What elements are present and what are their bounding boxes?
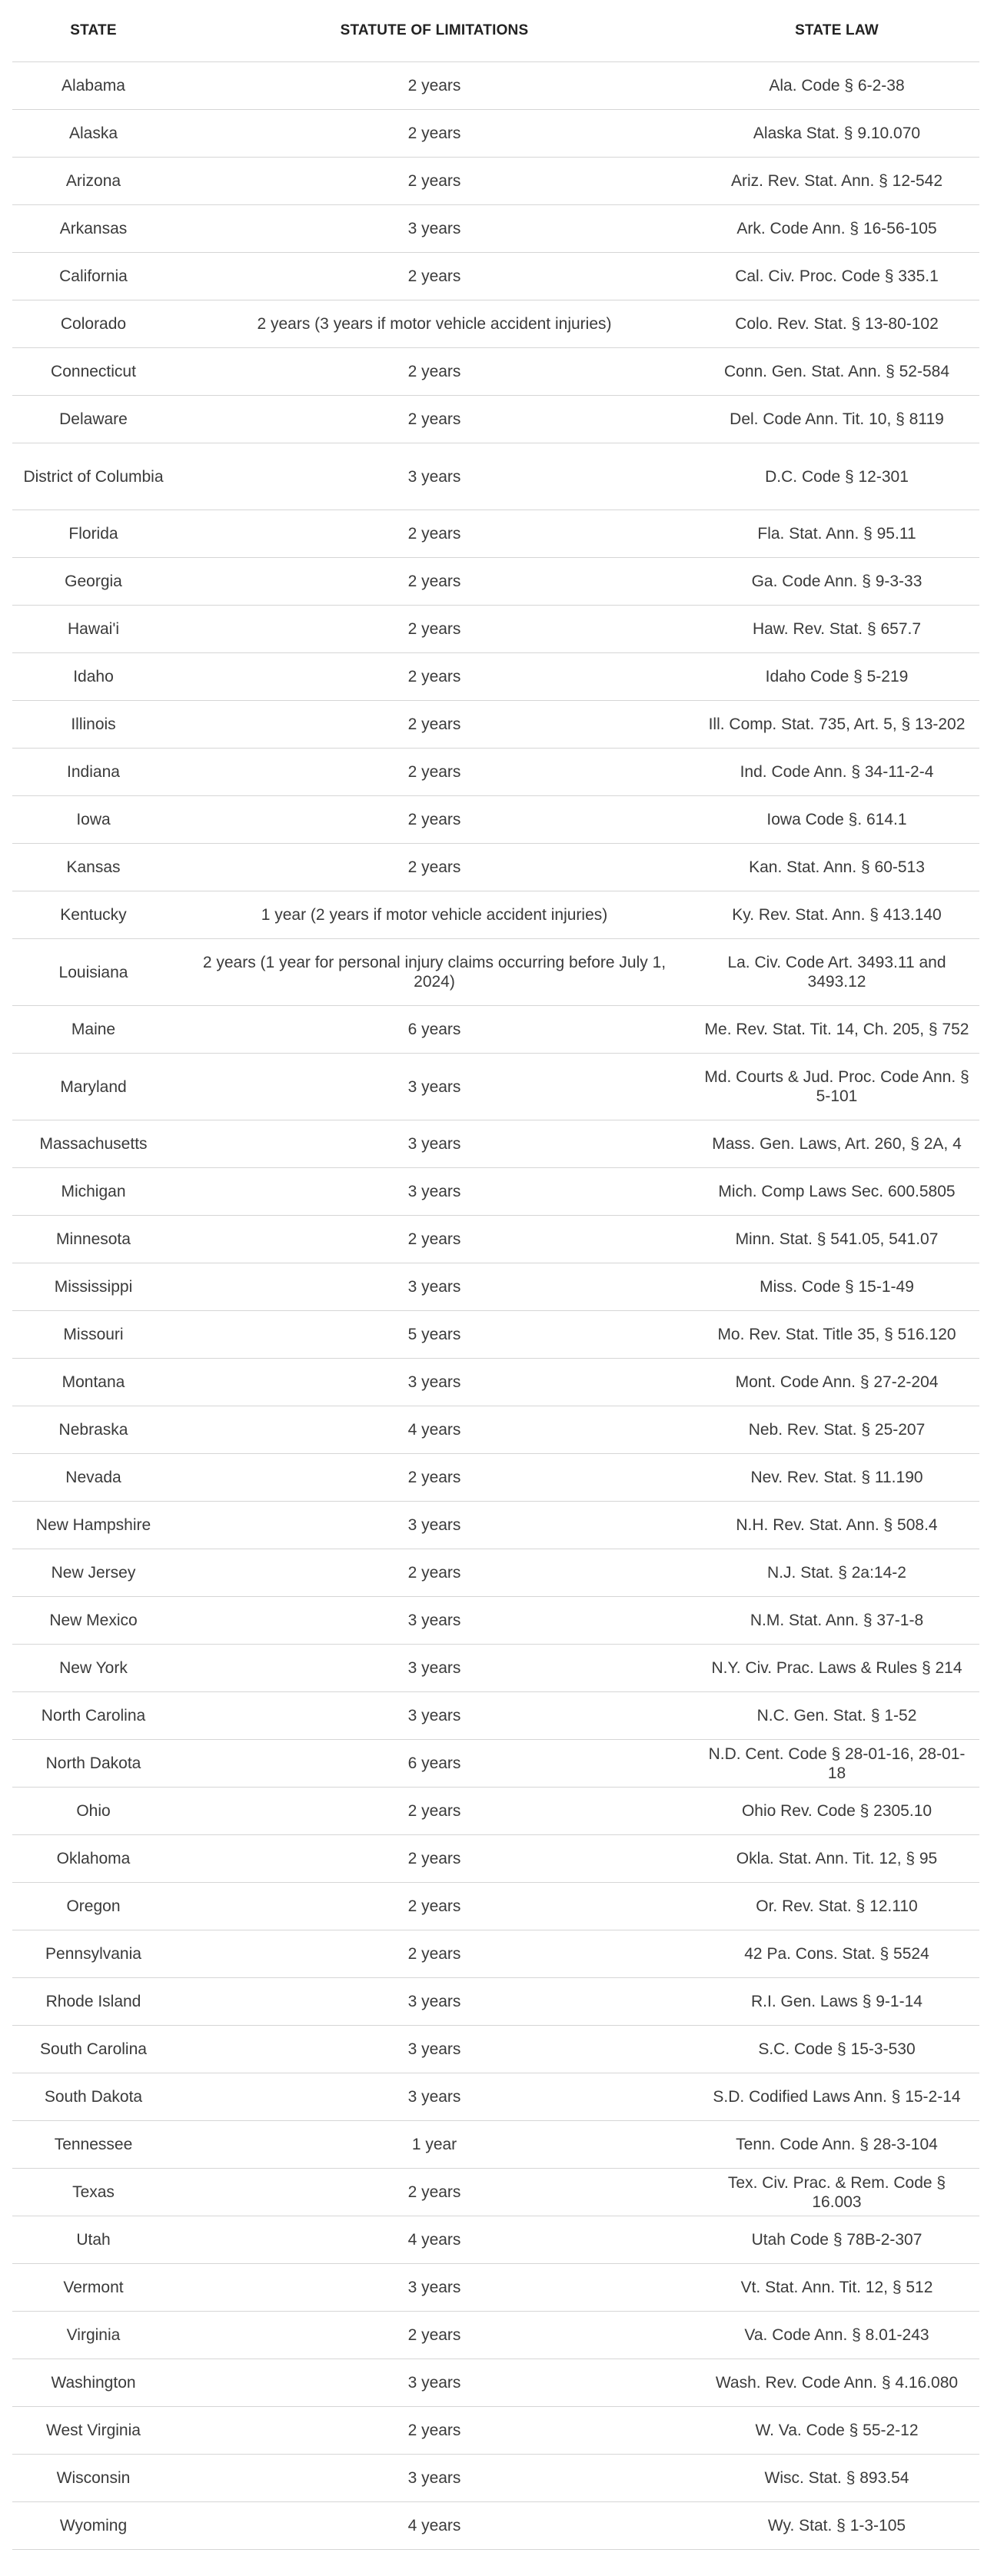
cell-state-law: La. Civ. Code Art. 3493.11 and 3493.12	[694, 939, 979, 1006]
cell-statute: 3 years	[175, 1054, 694, 1120]
cell-state: West Virginia	[12, 2407, 175, 2455]
cell-state: Minnesota	[12, 1216, 175, 1263]
cell-statute: 2 years	[175, 1454, 694, 1502]
cell-state-law: S.D. Codified Laws Ann. § 15-2-14	[694, 2073, 979, 2121]
table-row	[12, 891, 979, 939]
cell-statute: 2 years	[175, 253, 694, 300]
table-row	[12, 1359, 979, 1406]
cell-statute: 3 years	[175, 1597, 694, 1645]
cell-statute: 3 years	[175, 443, 694, 510]
cell-state-law: Me. Rev. Stat. Tit. 14, Ch. 205, § 752	[694, 1006, 979, 1054]
cell-statute: 3 years	[175, 2359, 694, 2407]
cell-statute: 3 years	[175, 1263, 694, 1311]
cell-state: Indiana	[12, 749, 175, 796]
table-row	[12, 2312, 979, 2359]
cell-statute: 2 years	[175, 2169, 694, 2216]
cell-statute: 3 years	[175, 1645, 694, 1692]
table-row	[12, 158, 979, 205]
cell-state-law: Or. Rev. Stat. § 12.110	[694, 1883, 979, 1930]
cell-state-law: Idaho Code § 5-219	[694, 653, 979, 701]
cell-statute: 6 years	[175, 1740, 694, 1788]
cell-statute: 2 years	[175, 1788, 694, 1835]
cell-state: Pennsylvania	[12, 1930, 175, 1978]
cell-statute: 2 years	[175, 844, 694, 891]
cell-statute: 1 year	[175, 2121, 694, 2169]
cell-state: Washington	[12, 2359, 175, 2407]
cell-state-law: 42 Pa. Cons. Stat. § 5524	[694, 1930, 979, 1978]
cell-state-law: Utah Code § 78B-2-307	[694, 2216, 979, 2264]
table-row	[12, 939, 979, 1006]
table-row	[12, 1883, 979, 1930]
statute-table-container	[12, 0, 979, 2550]
cell-state-law: Tex. Civ. Prac. & Rem. Code § 16.003	[694, 2169, 979, 2216]
cell-state-law: Cal. Civ. Proc. Code § 335.1	[694, 253, 979, 300]
cell-state-law: S.C. Code § 15-3-530	[694, 2026, 979, 2073]
cell-state-law: Conn. Gen. Stat. Ann. § 52-584	[694, 348, 979, 396]
table-row	[12, 653, 979, 701]
table-row	[12, 1216, 979, 1263]
table-row	[12, 1311, 979, 1359]
cell-state: New Jersey	[12, 1549, 175, 1597]
cell-state: Tennessee	[12, 2121, 175, 2169]
cell-state-law: N.Y. Civ. Prac. Laws & Rules § 214	[694, 1645, 979, 1692]
table-row	[12, 1788, 979, 1835]
cell-state-law: Ala. Code § 6-2-38	[694, 62, 979, 110]
cell-state-law: Wisc. Stat. § 893.54	[694, 2455, 979, 2502]
cell-statute: 3 years	[175, 2264, 694, 2312]
table-header	[12, 0, 979, 62]
table-body	[12, 62, 979, 2550]
table-row	[12, 1930, 979, 1978]
cell-statute: 2 years	[175, 1930, 694, 1978]
cell-statute: 2 years	[175, 62, 694, 110]
cell-statute: 2 years	[175, 653, 694, 701]
cell-state: Missouri	[12, 1311, 175, 1359]
cell-state-law: Wy. Stat. § 1-3-105	[694, 2502, 979, 2550]
table-row	[12, 1406, 979, 1454]
cell-statute: 3 years	[175, 1978, 694, 2026]
cell-state-law: Okla. Stat. Ann. Tit. 12, § 95	[694, 1835, 979, 1883]
cell-statute: 3 years	[175, 1168, 694, 1216]
cell-state-law: Ga. Code Ann. § 9-3-33	[694, 558, 979, 606]
cell-state: Iowa	[12, 796, 175, 844]
table-row	[12, 253, 979, 300]
cell-state-law: Ohio Rev. Code § 2305.10	[694, 1788, 979, 1835]
cell-statute: 2 years (1 year for personal injury claims occurring before July 1, 2024)	[175, 939, 694, 1006]
cell-state: Alaska	[12, 110, 175, 158]
cell-state: North Dakota	[12, 1740, 175, 1788]
cell-state: Kansas	[12, 844, 175, 891]
cell-state: New York	[12, 1645, 175, 1692]
cell-state: Montana	[12, 1359, 175, 1406]
cell-state: Hawai'i	[12, 606, 175, 653]
cell-state-law: W. Va. Code § 55-2-12	[694, 2407, 979, 2455]
table-row	[12, 110, 979, 158]
cell-state-law: Mont. Code Ann. § 27-2-204	[694, 1359, 979, 1406]
cell-state-law: Ind. Code Ann. § 34-11-2-4	[694, 749, 979, 796]
table-row	[12, 749, 979, 796]
cell-statute: 2 years (3 years if motor vehicle accident injuries)	[175, 300, 694, 348]
table-row	[12, 1006, 979, 1054]
table-row	[12, 510, 979, 558]
cell-state-law: Del. Code Ann. Tit. 10, § 8119	[694, 396, 979, 443]
cell-state: Connecticut	[12, 348, 175, 396]
statute-of-limitations-table	[12, 0, 979, 2550]
cell-state: District of Columbia	[12, 443, 175, 510]
table-row	[12, 2455, 979, 2502]
cell-state: Delaware	[12, 396, 175, 443]
cell-state: Virginia	[12, 2312, 175, 2359]
cell-state-law: Va. Code Ann. § 8.01-243	[694, 2312, 979, 2359]
table-row	[12, 1597, 979, 1645]
cell-state-law: Minn. Stat. § 541.05, 541.07	[694, 1216, 979, 1263]
cell-state-law: Ark. Code Ann. § 16-56-105	[694, 205, 979, 253]
cell-state-law: Mass. Gen. Laws, Art. 260, § 2A, 4	[694, 1120, 979, 1168]
cell-state: Texas	[12, 2169, 175, 2216]
cell-state-law: Kan. Stat. Ann. § 60-513	[694, 844, 979, 891]
cell-statute: 5 years	[175, 1311, 694, 1359]
table-row	[12, 2502, 979, 2550]
cell-statute: 2 years	[175, 796, 694, 844]
header-statute-of-limitations: STATUTE OF LIMITATIONS	[175, 0, 694, 62]
cell-state: Wyoming	[12, 2502, 175, 2550]
cell-state-law: Ill. Comp. Stat. 735, Art. 5, § 13-202	[694, 701, 979, 749]
cell-state: Nevada	[12, 1454, 175, 1502]
cell-state: South Dakota	[12, 2073, 175, 2121]
cell-state-law: R.I. Gen. Laws § 9-1-14	[694, 1978, 979, 2026]
cell-state: Arkansas	[12, 205, 175, 253]
cell-statute: 2 years	[175, 1216, 694, 1263]
cell-statute: 2 years	[175, 110, 694, 158]
cell-state: Wisconsin	[12, 2455, 175, 2502]
cell-state: Louisiana	[12, 939, 175, 1006]
cell-state: Maryland	[12, 1054, 175, 1120]
cell-state: Nebraska	[12, 1406, 175, 1454]
cell-state-law: N.M. Stat. Ann. § 37-1-8	[694, 1597, 979, 1645]
cell-statute: 3 years	[175, 1502, 694, 1549]
table-row	[12, 2407, 979, 2455]
table-row	[12, 2264, 979, 2312]
table-row	[12, 844, 979, 891]
cell-state-law: Fla. Stat. Ann. § 95.11	[694, 510, 979, 558]
table-row	[12, 2359, 979, 2407]
cell-state-law: Iowa Code §. 614.1	[694, 796, 979, 844]
table-row	[12, 2073, 979, 2121]
cell-state-law: Ariz. Rev. Stat. Ann. § 12-542	[694, 158, 979, 205]
cell-state: Alabama	[12, 62, 175, 110]
cell-statute: 2 years	[175, 1883, 694, 1930]
table-row	[12, 62, 979, 110]
cell-state: Idaho	[12, 653, 175, 701]
cell-statute: 3 years	[175, 1120, 694, 1168]
cell-state: Colorado	[12, 300, 175, 348]
cell-statute: 2 years	[175, 1835, 694, 1883]
cell-state-law: Ky. Rev. Stat. Ann. § 413.140	[694, 891, 979, 939]
cell-state: North Carolina	[12, 1692, 175, 1740]
header-state-law: STATE LAW	[694, 0, 979, 62]
cell-state-law: Wash. Rev. Code Ann. § 4.16.080	[694, 2359, 979, 2407]
table-row	[12, 1263, 979, 1311]
cell-state: Oregon	[12, 1883, 175, 1930]
table-row	[12, 1740, 979, 1788]
cell-statute: 2 years	[175, 510, 694, 558]
cell-statute: 4 years	[175, 1406, 694, 1454]
cell-statute: 2 years	[175, 2407, 694, 2455]
cell-statute: 2 years	[175, 701, 694, 749]
cell-state: Maine	[12, 1006, 175, 1054]
table-row	[12, 443, 979, 510]
cell-statute: 3 years	[175, 1692, 694, 1740]
cell-state: Ohio	[12, 1788, 175, 1835]
header-state: STATE	[12, 0, 175, 62]
cell-state-law: Alaska Stat. § 9.10.070	[694, 110, 979, 158]
cell-state: Georgia	[12, 558, 175, 606]
table-row	[12, 1502, 979, 1549]
table-row	[12, 701, 979, 749]
cell-state: New Mexico	[12, 1597, 175, 1645]
table-row	[12, 1454, 979, 1502]
cell-state-law: Neb. Rev. Stat. § 25-207	[694, 1406, 979, 1454]
table-row	[12, 2026, 979, 2073]
table-row	[12, 796, 979, 844]
cell-statute: 2 years	[175, 158, 694, 205]
cell-state: Illinois	[12, 701, 175, 749]
table-row	[12, 1692, 979, 1740]
cell-state-law: Tenn. Code Ann. § 28-3-104	[694, 2121, 979, 2169]
table-row	[12, 1645, 979, 1692]
cell-state-law: N.C. Gen. Stat. § 1-52	[694, 1692, 979, 1740]
cell-state-law: Haw. Rev. Stat. § 657.7	[694, 606, 979, 653]
cell-state-law: D.C. Code § 12-301	[694, 443, 979, 510]
cell-statute: 4 years	[175, 2216, 694, 2264]
table-row	[12, 300, 979, 348]
cell-statute: 1 year (2 years if motor vehicle accident injuries)	[175, 891, 694, 939]
cell-state: Kentucky	[12, 891, 175, 939]
cell-state: New Hampshire	[12, 1502, 175, 1549]
table-row	[12, 396, 979, 443]
cell-statute: 3 years	[175, 2455, 694, 2502]
cell-statute: 2 years	[175, 606, 694, 653]
table-row	[12, 1978, 979, 2026]
table-row	[12, 1120, 979, 1168]
table-row	[12, 348, 979, 396]
table-row	[12, 1835, 979, 1883]
table-row	[12, 2121, 979, 2169]
cell-state: Mississippi	[12, 1263, 175, 1311]
cell-state-law: N.H. Rev. Stat. Ann. § 508.4	[694, 1502, 979, 1549]
cell-state-law: N.J. Stat. § 2a:14-2	[694, 1549, 979, 1597]
table-row	[12, 2169, 979, 2216]
cell-state-law: Mo. Rev. Stat. Title 35, § 516.120	[694, 1311, 979, 1359]
table-row	[12, 606, 979, 653]
cell-state: South Carolina	[12, 2026, 175, 2073]
cell-state: Massachusetts	[12, 1120, 175, 1168]
cell-state: Arizona	[12, 158, 175, 205]
cell-state: Utah	[12, 2216, 175, 2264]
cell-state: Florida	[12, 510, 175, 558]
cell-state-law: Nev. Rev. Stat. § 11.190	[694, 1454, 979, 1502]
cell-statute: 2 years	[175, 558, 694, 606]
cell-statute: 2 years	[175, 396, 694, 443]
table-row	[12, 1168, 979, 1216]
cell-state-law: Vt. Stat. Ann. Tit. 12, § 512	[694, 2264, 979, 2312]
table-row	[12, 558, 979, 606]
cell-statute: 2 years	[175, 348, 694, 396]
cell-state: Rhode Island	[12, 1978, 175, 2026]
cell-state-law: Miss. Code § 15-1-49	[694, 1263, 979, 1311]
cell-state: California	[12, 253, 175, 300]
cell-statute: 3 years	[175, 2073, 694, 2121]
cell-state: Oklahoma	[12, 1835, 175, 1883]
cell-statute: 4 years	[175, 2502, 694, 2550]
table-row	[12, 2216, 979, 2264]
cell-state-law: Colo. Rev. Stat. § 13-80-102	[694, 300, 979, 348]
table-row	[12, 1054, 979, 1120]
cell-statute: 2 years	[175, 1549, 694, 1597]
header-row	[12, 0, 979, 62]
cell-statute: 3 years	[175, 205, 694, 253]
table-row	[12, 1549, 979, 1597]
cell-state-law: Md. Courts & Jud. Proc. Code Ann. § 5-101	[694, 1054, 979, 1120]
cell-state-law: Mich. Comp Laws Sec. 600.5805	[694, 1168, 979, 1216]
cell-statute: 6 years	[175, 1006, 694, 1054]
cell-statute: 3 years	[175, 1359, 694, 1406]
cell-state: Michigan	[12, 1168, 175, 1216]
cell-statute: 2 years	[175, 749, 694, 796]
cell-state: Vermont	[12, 2264, 175, 2312]
cell-state-law: N.D. Cent. Code § 28-01-16, 28-01-18	[694, 1740, 979, 1788]
table-row	[12, 205, 979, 253]
cell-statute: 3 years	[175, 2026, 694, 2073]
cell-statute: 2 years	[175, 2312, 694, 2359]
